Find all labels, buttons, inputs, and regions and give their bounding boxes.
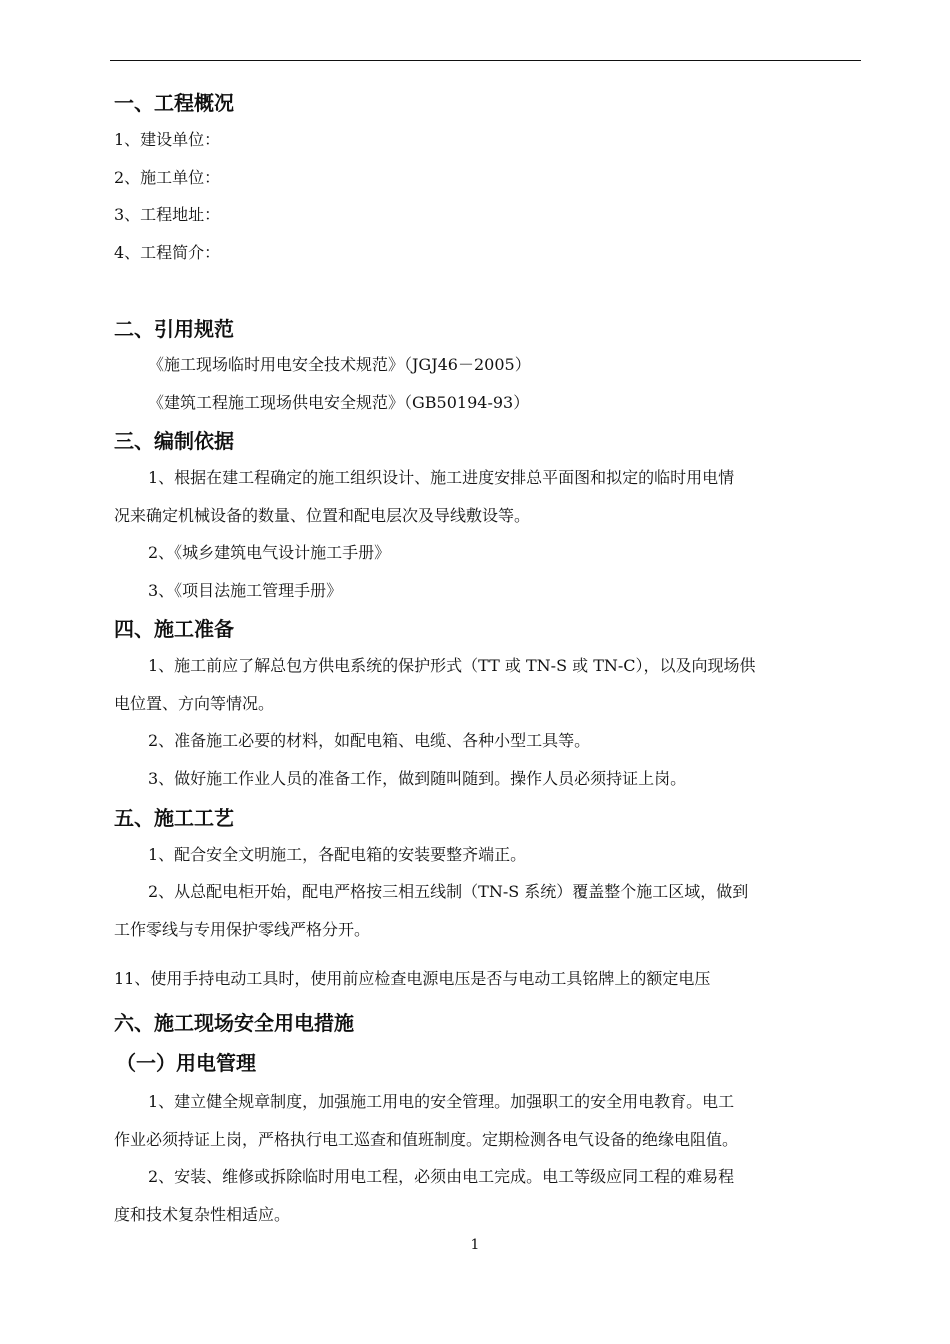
section-heading-4: 四、施工准备 xyxy=(114,617,234,641)
paragraph-line: 2、《城乡建筑电气设计施工手册》 xyxy=(148,543,391,562)
paragraph-line: 1、施工前应了解总包方供电系统的保护形式（TT 或 TN-S 或 TN-C），以及向现场供 xyxy=(148,656,756,675)
list-item: 4、工程简介： xyxy=(114,243,221,262)
paragraph-line: 作业必须持证上岗，严格执行电工巡查和值班制度。定期检测各电气设备的绝缘电阻值。 xyxy=(114,1130,739,1149)
paragraph-line: 11、使用手持电动工具时，使用前应检查电源电压是否与电动工具铭牌上的额定电压 xyxy=(114,969,711,988)
section-heading-6: 六、施工现场安全用电措施 xyxy=(114,1011,354,1035)
page-number: 1 xyxy=(470,1237,480,1253)
paragraph-line: 况来确定机械设备的数量、位置和配电层次及导线敷设等。 xyxy=(114,506,531,525)
paragraph-line: 电位置、方向等情况。 xyxy=(114,694,275,713)
section-heading-3: 三、编制依据 xyxy=(114,429,234,453)
paragraph-line: 3、做好施工作业人员的准备工作，做到随叫随到。操作人员必须持证上岗。 xyxy=(148,769,687,788)
header-rule xyxy=(110,60,861,61)
list-item: 3、工程地址： xyxy=(114,205,221,224)
section-heading-2: 二、引用规范 xyxy=(114,317,234,341)
list-item: 1、建设单位： xyxy=(114,130,221,149)
section-heading-1: 一、工程概况 xyxy=(114,91,234,115)
reference-item: 《施工现场临时用电安全技术规范》（JGJ46－2005） xyxy=(148,355,531,374)
paragraph-line: 2、安装、维修或拆除临时用电工程，必须由电工完成。电工等级应同工程的难易程 xyxy=(148,1167,735,1186)
paragraph-line: 3、《项目法施工管理手册》 xyxy=(148,581,343,600)
paragraph-line: 工作零线与专用保护零线严格分开。 xyxy=(114,920,371,939)
paragraph-line: 1、配合安全文明施工，各配电箱的安装要整齐端正。 xyxy=(148,845,527,864)
paragraph-line: 度和技术复杂性相适应。 xyxy=(114,1205,291,1224)
list-item: 2、施工单位： xyxy=(114,168,221,187)
subsection-heading: （一）用电管理 xyxy=(116,1051,256,1075)
paragraph-line: 1、根据在建工程确定的施工组织设计、施工进度安排总平面图和拟定的临时用电情 xyxy=(148,468,735,487)
paragraph-line: 1、建立健全规章制度，加强施工用电的安全管理。加强职工的安全用电教育。电工 xyxy=(148,1092,735,1111)
section-heading-5: 五、施工工艺 xyxy=(114,806,234,830)
paragraph-line: 2、从总配电柜开始，配电严格按三相五线制（TN-S 系统）覆盖整个施工区域，做到 xyxy=(148,882,749,901)
paragraph-line: 2、准备施工必要的材料，如配电箱、电缆、各种小型工具等。 xyxy=(148,731,591,750)
reference-item: 《建筑工程施工现场供电安全规范》（GB50194-93） xyxy=(148,393,530,412)
